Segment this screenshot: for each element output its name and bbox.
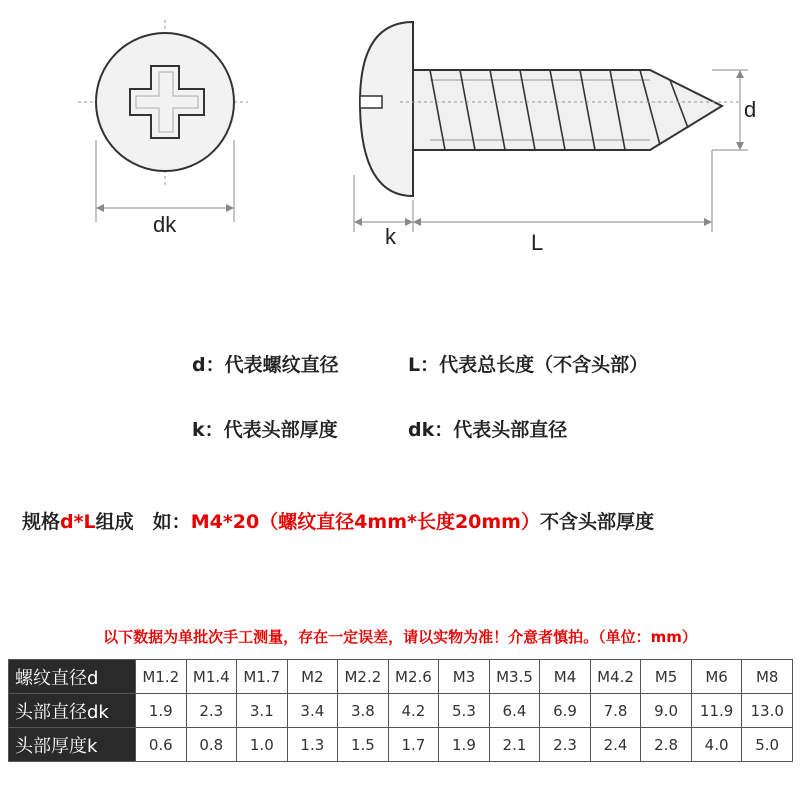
screw-diagram (0, 0, 800, 300)
table-cell: 3.8 (338, 694, 389, 728)
legend-k-text: 代表头部厚度 (223, 419, 338, 441)
table-cell: 4.2 (388, 694, 439, 728)
table-cell: M3 (439, 660, 490, 694)
table-cell: M8 (742, 660, 793, 694)
table-cell: M3.5 (489, 660, 540, 694)
table-cell: 1.9 (439, 728, 490, 762)
table-cell: 2.4 (590, 728, 641, 762)
legend-k (192, 415, 338, 442)
spec-formula: d*L (60, 511, 96, 533)
spec-example: M4*20（螺纹直径4mm*长度20mm） (190, 511, 540, 533)
table-cell: 2.3 (540, 728, 591, 762)
table-cell: 0.6 (136, 728, 187, 762)
table-cell: M4.2 (590, 660, 641, 694)
row-header: 头部直径dk (9, 694, 136, 728)
k-label: k (385, 224, 396, 249)
spec-prefix: 规格 (22, 511, 61, 533)
table-cell: M5 (641, 660, 692, 694)
screw-side-view (360, 22, 740, 196)
spec-middle: 组成 如： (95, 511, 191, 533)
table-cell: 2.1 (489, 728, 540, 762)
table-row (9, 728, 793, 762)
table-cell: 3.4 (287, 694, 338, 728)
table-cell: 1.3 (287, 728, 338, 762)
table-cell: 13.0 (742, 694, 793, 728)
table-cell: M6 (691, 660, 742, 694)
dk-label: dk (153, 212, 177, 237)
table-cell: 3.1 (237, 694, 288, 728)
table-cell: M1.2 (136, 660, 187, 694)
table-cell: 7.8 (590, 694, 641, 728)
legend-dk-text: 代表头部直径 (453, 419, 568, 441)
measurement-note: 以下数据为单批次手工测量，存在一定误差，请以实物为准！介意者慎拍。（单位：mm） (103, 628, 697, 646)
L-label: L (531, 230, 544, 255)
legend-dk (408, 415, 567, 442)
legend-d (192, 350, 339, 377)
table-cell: 4.0 (691, 728, 742, 762)
legend-L (408, 350, 648, 377)
row-header: 头部厚度k (9, 728, 136, 762)
legend-dk-key: dk： (408, 419, 454, 441)
legend-L-key: L： (408, 354, 440, 376)
size-table (8, 659, 793, 762)
table-cell: 6.9 (540, 694, 591, 728)
table-cell: 1.7 (388, 728, 439, 762)
table-cell: 2.3 (186, 694, 237, 728)
spec-suffix: 不含头部厚度 (539, 511, 654, 533)
table-cell: 2.8 (641, 728, 692, 762)
legend-d-text: 代表螺纹直径 (224, 354, 339, 376)
table-cell: M2 (287, 660, 338, 694)
spec-line (22, 507, 654, 534)
table-row (9, 660, 793, 694)
table-cell: 1.9 (136, 694, 187, 728)
table-row (9, 694, 793, 728)
row-header: 螺纹直径d (9, 660, 136, 694)
screw-head-top-view (78, 20, 248, 185)
table-cell: 1.5 (338, 728, 389, 762)
table-cell: 1.0 (237, 728, 288, 762)
dimension-d (712, 70, 748, 150)
table-cell: 5.0 (742, 728, 793, 762)
table-cell: 6.4 (489, 694, 540, 728)
table-cell: M4 (540, 660, 591, 694)
table-cell: 0.8 (186, 728, 237, 762)
table-cell: 5.3 (439, 694, 490, 728)
table-cell: M1.4 (186, 660, 237, 694)
table-cell: M2.6 (388, 660, 439, 694)
table-cell: 11.9 (691, 694, 742, 728)
table-cell: M1.7 (237, 660, 288, 694)
table-cell: 9.0 (641, 694, 692, 728)
d-label: d (744, 97, 757, 122)
legend-d-key: d： (192, 354, 225, 376)
legend-k-key: k： (192, 419, 224, 441)
legend-L-text: 代表总长度（不含头部） (439, 354, 649, 376)
table-cell: M2.2 (338, 660, 389, 694)
